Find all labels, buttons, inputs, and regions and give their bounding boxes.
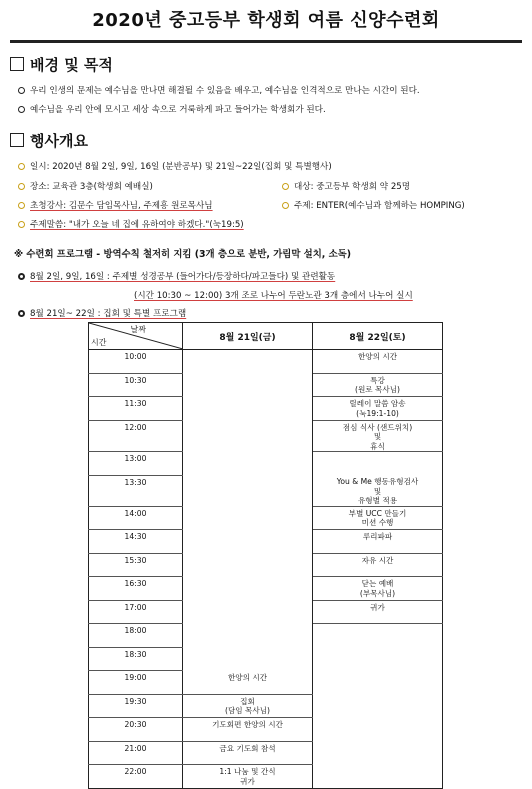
sat-cell xyxy=(313,577,443,601)
fri-cell xyxy=(183,475,313,506)
corner-time-label: 시간 xyxy=(91,338,107,347)
circle-bullet-icon xyxy=(282,202,289,209)
checkbox-square-icon xyxy=(10,57,24,71)
fri-activity: 금요 기도회 참석 xyxy=(219,743,276,753)
schedule-row xyxy=(89,647,443,671)
circle-bullet-icon xyxy=(18,163,25,170)
time-label: 13:00 xyxy=(124,454,147,463)
time-cell xyxy=(89,397,183,421)
circle-bullet-icon xyxy=(18,221,25,228)
fri-cell xyxy=(183,350,313,374)
overview-speaker: 초청강사: 김문수 담임목사님, 주제흥 원로목사님 xyxy=(18,199,213,211)
circle-bullet-icon xyxy=(282,183,289,190)
time-label: 14:00 xyxy=(124,508,147,518)
time-cell xyxy=(89,694,183,718)
overview-date: 일시: 2020년 8월 2일, 9일, 16일 (분반공부) 및 21일~22일(집회 및 특별행사) xyxy=(18,160,332,172)
sat-activity: 한양의 시간 xyxy=(357,352,398,361)
time-cell xyxy=(89,475,183,506)
fri-cell xyxy=(183,577,313,601)
sat-cell xyxy=(313,373,443,397)
schedule-row xyxy=(89,718,443,742)
section-purpose-heading: 배경 및 목적 xyxy=(10,54,113,75)
time-label: 22:00 xyxy=(124,767,147,776)
time-cell xyxy=(89,420,183,452)
time-cell xyxy=(89,600,183,624)
schedule-row xyxy=(89,741,443,765)
time-cell xyxy=(89,624,183,648)
circle-bullet-icon xyxy=(18,202,25,209)
overview-place: 장소: 교육관 3층(학생회 예배실) xyxy=(18,180,153,192)
time-cell xyxy=(89,647,183,671)
sat-activity: 루리파파 xyxy=(362,532,393,541)
schedule-row xyxy=(89,671,443,695)
program-item-2: 8월 21일~ 22일 : 집회 및 특별 프로그램 xyxy=(18,307,186,319)
fri-cell xyxy=(183,647,313,671)
fri-activity: 한양의 시간 xyxy=(227,672,268,682)
fri-cell xyxy=(183,553,313,577)
purpose-line-1: 우리 인생의 문제는 예수님을 만나면 해결될 수 있음을 배우고, 예수님을 인격적으로 만나는 시간이 된다. xyxy=(18,84,420,96)
fri-cell xyxy=(183,718,313,742)
time-cell xyxy=(89,553,183,577)
sat-cell xyxy=(313,694,443,718)
sat-activity: 릴레이 말씀 암송 (눅19:1-10) xyxy=(349,399,406,418)
time-label: 16:30 xyxy=(124,579,147,588)
schedule-corner-header xyxy=(89,323,183,350)
circle-bullet-icon xyxy=(18,106,25,113)
sat-cell xyxy=(313,530,443,554)
schedule-row xyxy=(89,577,443,601)
program-item-1: 8월 2일, 9일, 16일 : 주제별 성경공부 (들어가다/등장하다/파고들다) 및 관련활동 xyxy=(18,270,335,282)
section-overview-heading: 행사개요 xyxy=(10,130,88,151)
purpose-line-2: 예수님을 우리 안에 모시고 세상 속으로 거룩하게 파고 들어가는 학생회가 된다. xyxy=(18,103,326,115)
day2-header: 8월 22일(토) xyxy=(313,323,443,350)
sat-cell xyxy=(313,553,443,577)
time-label: 19:00 xyxy=(124,673,147,682)
fri-cell xyxy=(183,530,313,554)
corner-date-label: 날짜 xyxy=(130,325,146,334)
schedule-row xyxy=(89,506,443,530)
fri-activity: 1:1 나눔 및 간식 귀가 xyxy=(219,767,276,786)
time-label: 18:30 xyxy=(124,649,147,659)
time-label: 11:30 xyxy=(124,399,147,408)
schedule-row xyxy=(89,420,443,452)
sat-activity: 특강 (원로 목사님) xyxy=(354,375,401,394)
sat-cell xyxy=(313,452,443,476)
time-cell xyxy=(89,350,183,374)
sat-activity: You & Me 행동유형검사 및 유형별 적용 xyxy=(336,477,419,505)
fri-cell xyxy=(183,373,313,397)
schedule-row xyxy=(89,553,443,577)
fri-activity: 기도회편 한양의 시간 xyxy=(212,720,283,729)
sat-activity: 부별 UCC 만들기 미션 수행 xyxy=(348,508,407,527)
fri-cell xyxy=(183,452,313,476)
sat-cell xyxy=(313,718,443,742)
day1-header: 8월 21일(금) xyxy=(183,323,313,350)
sat-cell xyxy=(313,624,443,648)
fri-cell xyxy=(183,420,313,452)
overview-verse: 주제말씀: "내가 오늘 네 집에 유하여야 하겠다."(눅19:5) xyxy=(18,218,244,230)
program-heading: ※ 수련회 프로그램 - 방역수칙 철저히 지킴 (3개 층으로 분반, 가림막 설치, 소독) xyxy=(14,249,352,260)
fri-cell xyxy=(183,624,313,648)
sat-cell xyxy=(313,350,443,374)
sat-activity: 자유 시간 xyxy=(361,555,394,565)
sat-cell xyxy=(313,397,443,421)
time-label: 21:00 xyxy=(124,743,147,753)
sat-cell xyxy=(313,671,443,695)
fri-cell xyxy=(183,506,313,530)
program-item-1-detail: (시간 10:30 ~ 12:00) 3개 조로 나누어 두란노관 3개 층에서 나누어 실시 xyxy=(134,291,413,301)
time-label: 10:30 xyxy=(124,375,147,385)
filled-circle-bullet-icon xyxy=(18,310,25,317)
overview-theme: 주제: ENTER(예수님과 함께하는 HOMPING) xyxy=(282,199,465,211)
sat-cell xyxy=(313,741,443,765)
fri-cell xyxy=(183,600,313,624)
time-cell xyxy=(89,506,183,530)
schedule-table xyxy=(88,322,443,789)
circle-bullet-icon xyxy=(18,183,25,190)
time-label: 13:30 xyxy=(124,477,147,487)
fri-cell xyxy=(183,741,313,765)
schedule-row xyxy=(89,475,443,506)
time-label: 20:30 xyxy=(124,720,147,729)
fri-cell xyxy=(183,694,313,718)
sat-cell xyxy=(313,647,443,671)
time-cell xyxy=(89,741,183,765)
schedule-row xyxy=(89,624,443,648)
time-cell xyxy=(89,765,183,789)
schedule-row xyxy=(89,452,443,476)
time-label: 18:00 xyxy=(124,626,147,635)
time-label: 10:00 xyxy=(124,352,147,361)
time-cell xyxy=(89,671,183,695)
time-label: 14:30 xyxy=(124,532,147,541)
time-label: 17:00 xyxy=(124,602,147,612)
time-cell xyxy=(89,718,183,742)
filled-circle-bullet-icon xyxy=(18,273,25,280)
schedule-row xyxy=(89,600,443,624)
schedule-row xyxy=(89,694,443,718)
sat-cell xyxy=(313,506,443,530)
sat-activity: 귀가 xyxy=(370,602,385,612)
fri-cell xyxy=(183,671,313,695)
sat-cell xyxy=(313,420,443,452)
sat-cell xyxy=(313,475,443,506)
schedule-row xyxy=(89,373,443,397)
time-label: 19:30 xyxy=(124,696,147,706)
time-cell xyxy=(89,530,183,554)
fri-cell xyxy=(183,765,313,789)
time-cell xyxy=(89,452,183,476)
overview-target: 대상: 중고등부 학생회 약 25명 xyxy=(282,180,410,192)
checkbox-square-icon xyxy=(10,133,24,147)
title-divider xyxy=(10,40,522,43)
schedule-row xyxy=(89,530,443,554)
time-cell xyxy=(89,577,183,601)
schedule-row xyxy=(89,350,443,374)
circle-bullet-icon xyxy=(18,87,25,94)
time-cell xyxy=(89,373,183,397)
page-title: 2020년 중고등부 학생회 여름 신양수련회 xyxy=(92,10,440,31)
sat-cell xyxy=(313,600,443,624)
schedule-row xyxy=(89,765,443,789)
time-label: 12:00 xyxy=(124,422,147,432)
schedule-row xyxy=(89,397,443,421)
fri-cell xyxy=(183,397,313,421)
fri-activity: 집회 (담임 목사님) xyxy=(224,696,271,715)
sat-cell xyxy=(313,765,443,789)
sat-activity: 점심 식사 (샌드위치) 및 휴식 xyxy=(342,422,413,451)
time-label: 15:30 xyxy=(124,555,147,565)
sat-activity: 닫는 예배 (부목사님) xyxy=(359,579,396,598)
